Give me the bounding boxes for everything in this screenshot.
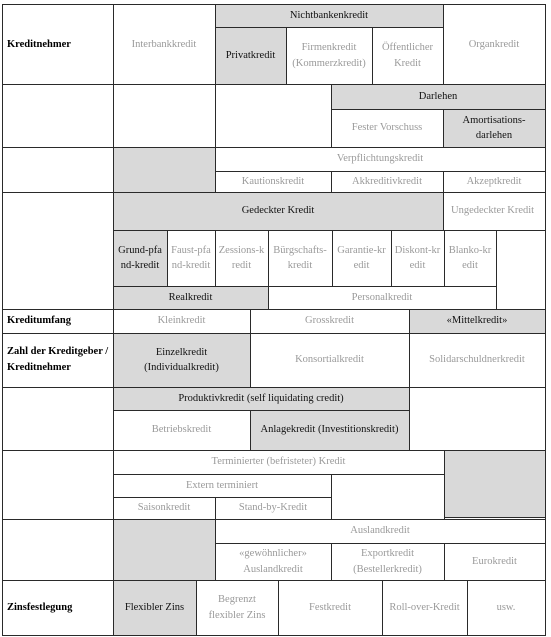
grid-line [2, 635, 546, 636]
grid-line [215, 147, 216, 192]
grid-line [215, 519, 216, 580]
grid-line [496, 230, 497, 309]
grid-line [215, 543, 546, 544]
cell-darlehen: Darlehen [331, 84, 545, 109]
grid-line [250, 410, 251, 450]
cell-saisonkredit: Saisonkredit [137, 502, 191, 514]
cell-auslandkredit: Auslandkredit [350, 525, 410, 537]
cell-grundpfandkredit: Grund-pfand-kredit [113, 230, 167, 286]
cell-begrenzt-flexibler-zins: Begrenzt flexibler Zins [208, 594, 266, 621]
grid-line [215, 27, 444, 28]
cell-amortisationsdarlehen: Amortisations-darlehen [443, 109, 545, 147]
row-label-zinsfestlegung: Zinsfestlegung [7, 601, 73, 613]
cell-oeffentlicher-kredit: Öffentlicher Kredit [381, 42, 434, 69]
grid-line [444, 230, 445, 286]
cell-stand-by-kredit: Stand-by-Kredit [238, 502, 308, 514]
grid-line [409, 387, 410, 450]
grid-line [215, 497, 216, 519]
grid-line [113, 230, 546, 231]
grid-line [215, 84, 216, 147]
grid-line [2, 450, 546, 451]
grid-line [443, 192, 444, 230]
cell-kautionskredit: Kautionskredit [241, 175, 305, 187]
grid-line [331, 171, 332, 192]
cell-akkreditivkredit: Akkreditivkredit [352, 175, 422, 187]
grid-line [215, 230, 216, 286]
cell-terminierter-kredit: Terminierter (befristeter) Kredit [211, 456, 346, 468]
grid-line [268, 230, 269, 309]
cell-diskontkredit: Diskont-kredit [394, 244, 441, 271]
cell-nichtbankenkredit: Nichtbankenkredit [215, 5, 443, 27]
grid-line [444, 543, 445, 580]
grid-line [278, 580, 279, 635]
cell-gedeckter-kredit: Gedeckter Kredit [113, 192, 443, 230]
cell-fester-vorschuss: Fester Vorschuss [351, 122, 423, 134]
grid-line [113, 286, 497, 287]
cell-roll-over-kredit: Roll-over-Kredit [389, 601, 460, 613]
grid-line [443, 171, 444, 192]
cell-realkredit: Realkredit [113, 286, 268, 309]
cell-festkredit: Festkredit [309, 601, 351, 613]
cell-extern-terminiert: Extern terminiert [185, 479, 258, 491]
cell-buergschaftskredit: Bürgschafts-kredit [273, 244, 327, 271]
grid-line [113, 474, 445, 475]
cell-gewoehnlicher-auslandkredit: «gewöhnlicher» Auslandkredit [239, 548, 307, 575]
grid-line [2, 580, 546, 581]
cell-ungedeckter-kredit: Ungedeckter Kredit [451, 205, 535, 217]
cell-faustpfandkredit: Faust-pfand-kredit [171, 244, 211, 271]
cell-kleinkredit: Kleinkredit [157, 315, 206, 327]
grid-line [250, 309, 251, 387]
grid-line [545, 4, 546, 636]
grid-line [113, 4, 114, 636]
grid-line [467, 580, 468, 635]
grid-line [444, 517, 546, 518]
grid-line [443, 109, 444, 147]
grid-line [444, 450, 445, 519]
cell-flexibler-zins: Flexibler Zins [113, 580, 196, 635]
grid-line [2, 309, 546, 310]
grid-line [382, 580, 383, 635]
cell-eurokredit: Eurokredit [472, 555, 517, 567]
grid-line [2, 519, 546, 520]
grid-line [2, 387, 546, 388]
grid-line [331, 84, 332, 147]
cell-konsortialkredit: Konsortialkredit [295, 354, 364, 366]
grid-line [409, 309, 410, 387]
cell-anlagekredit: Anlagekredit (Investitionskredit) [250, 410, 409, 450]
grid-line [372, 27, 373, 84]
grid-line [2, 333, 546, 334]
grid-line [2, 84, 546, 85]
grid-line [286, 27, 287, 84]
row-label-zahl-kreditgeber: Zahl der Kreditgeber / Kreditnehmer [7, 346, 109, 373]
grid-line [113, 497, 332, 498]
grid-line [215, 4, 216, 85]
cell-privatkredit: Privatkredit [215, 27, 286, 84]
grid-line [443, 4, 444, 85]
cell-personalkredit: Personalkredit [351, 291, 413, 303]
grid-line [113, 410, 410, 411]
grid-line [331, 543, 332, 580]
cell-betriebskredit: Betriebskredit [151, 424, 212, 436]
shaded-block [444, 450, 545, 517]
cell-verpflichtungskredit: Verpflichtungskredit [336, 153, 424, 165]
cell-grosskredit: Grosskredit [305, 315, 354, 327]
grid-line [332, 230, 333, 286]
row-label-kreditnehmer: Kreditnehmer [7, 38, 71, 50]
shaded-block [113, 519, 215, 580]
cell-solidarschuldnerkredit: Solidarschuldnerkredit [429, 354, 525, 366]
cell-firmenkredit: Firmenkredit (Kommerzkredit) [292, 42, 366, 69]
cell-zessionskredit: Zessions-kredit [218, 244, 265, 271]
grid-line [167, 230, 168, 286]
cell-interbankkredit: Interbankkredit [131, 38, 197, 50]
cell-mittelkredit: «Mittelkredit» [409, 309, 545, 333]
cell-einzelkredit: Einzelkredit (Individualkredit) [113, 333, 250, 387]
grid-line [2, 147, 546, 148]
cell-akzeptkredit: Akzeptkredit [466, 175, 522, 187]
cell-organkredit: Organkredit [468, 38, 520, 50]
grid-line [331, 109, 546, 110]
cell-blankokredit: Blanko-kredit [448, 244, 492, 271]
cell-exportkredit: Exportkredit (Bestellerkredit) [353, 548, 422, 575]
grid-line [215, 171, 546, 172]
cell-usw: usw. [496, 601, 516, 613]
grid-line [196, 580, 197, 635]
grid-line [2, 4, 546, 5]
grid-line [2, 4, 3, 636]
shaded-block [113, 147, 215, 192]
grid-line [2, 192, 546, 193]
cell-produktivkredit: Produktivkredit (self liquidating credit) [113, 387, 409, 410]
row-label-kreditumfang: Kreditumfang [7, 315, 71, 327]
grid-line [391, 230, 392, 286]
cell-garantiekredit: Garantie-kredit [337, 244, 386, 271]
